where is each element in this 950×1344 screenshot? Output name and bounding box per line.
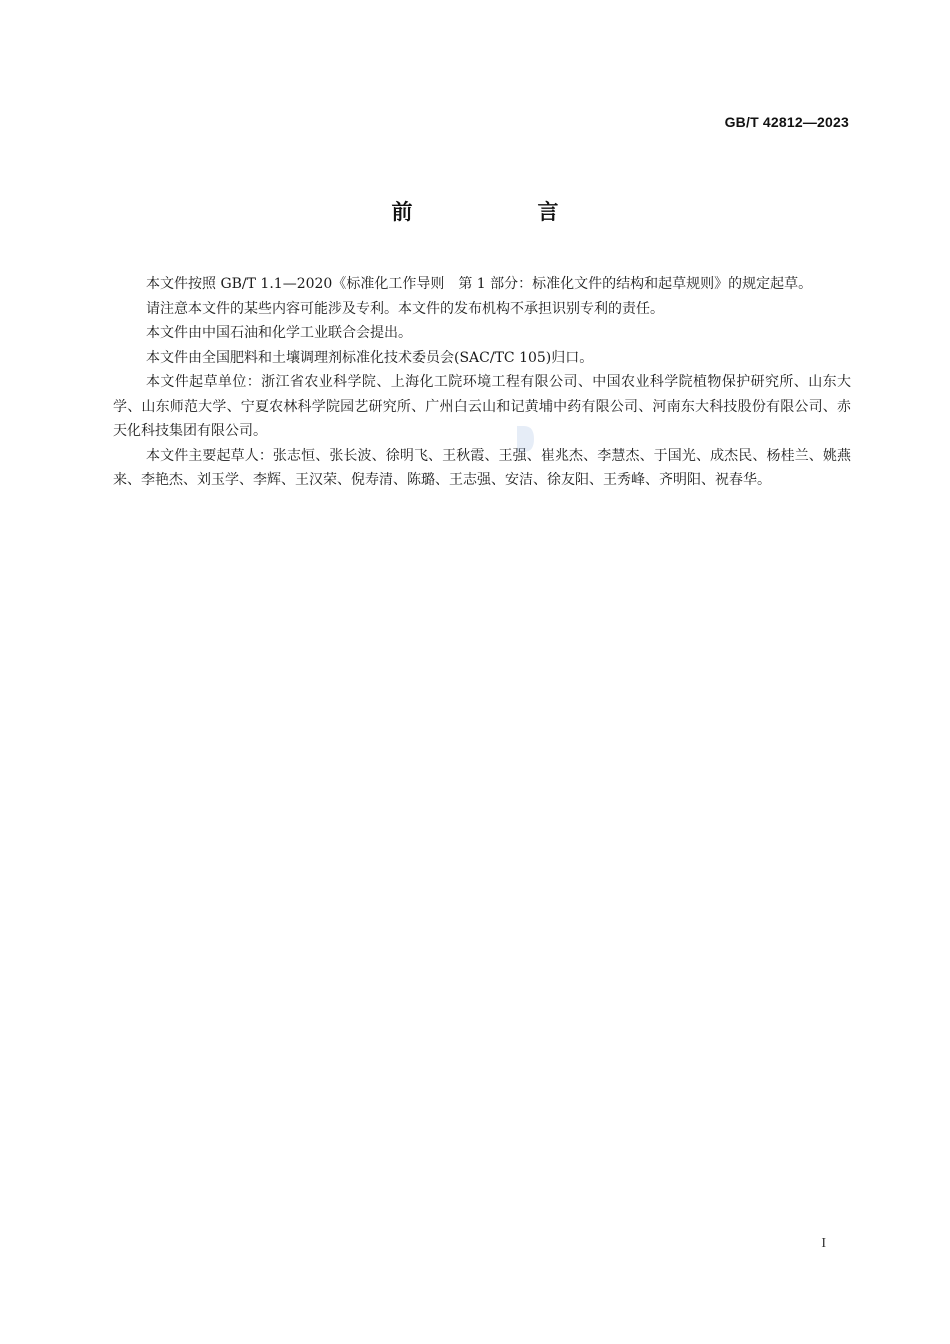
- watermark-icon: [514, 424, 536, 454]
- paragraph-committee: 本文件由全国肥料和土壤调理剂标准化技术委员会(SAC/TC 105)归口。: [146, 349, 594, 366]
- standard-code: GB/T 42812—2023: [724, 114, 849, 130]
- paragraph-proposer: 本文件由中国石油和化学工业联合会提出。: [146, 325, 412, 341]
- page-number: I: [821, 1236, 826, 1251]
- paragraph-drafting-rules: 本文件按照 GB/T 1.1—2020《标准化工作导则 第 1 部分：标准化文件的结构和起草规则》的规定起草。: [146, 276, 813, 292]
- paragraph-drafters: 本文件主要起草人：张志恒、张长波、徐明飞、王秋霞、王强、崔兆杰、李慧杰、于国光、成杰民、杨桂兰、姚燕来、李艳杰、刘玉学、李辉、王汉荣、倪寿清、陈璐、王志强、安洁、徐友阳、王秀峰、齐明阳、祝春华。: [113, 447, 851, 488]
- paragraph-patent-notice: 请注意本文件的某些内容可能涉及专利。本文件的发布机构不承担识别专利的责任。: [146, 300, 664, 317]
- page-title: 前 言: [391, 200, 611, 224]
- paragraph-drafting-units: 本文件起草单位：浙江省农业科学院、上海化工院环境工程有限公司、中国农业科学院植物保护研究所、山东大学、山东师范大学、宁夏农林科学院园艺研究所、广州白云山和记黄埔中药有限公司、河南东大科技股份有限公司、赤天化科技集团有限公司。: [113, 374, 851, 439]
- preface-body: [113, 272, 851, 493]
